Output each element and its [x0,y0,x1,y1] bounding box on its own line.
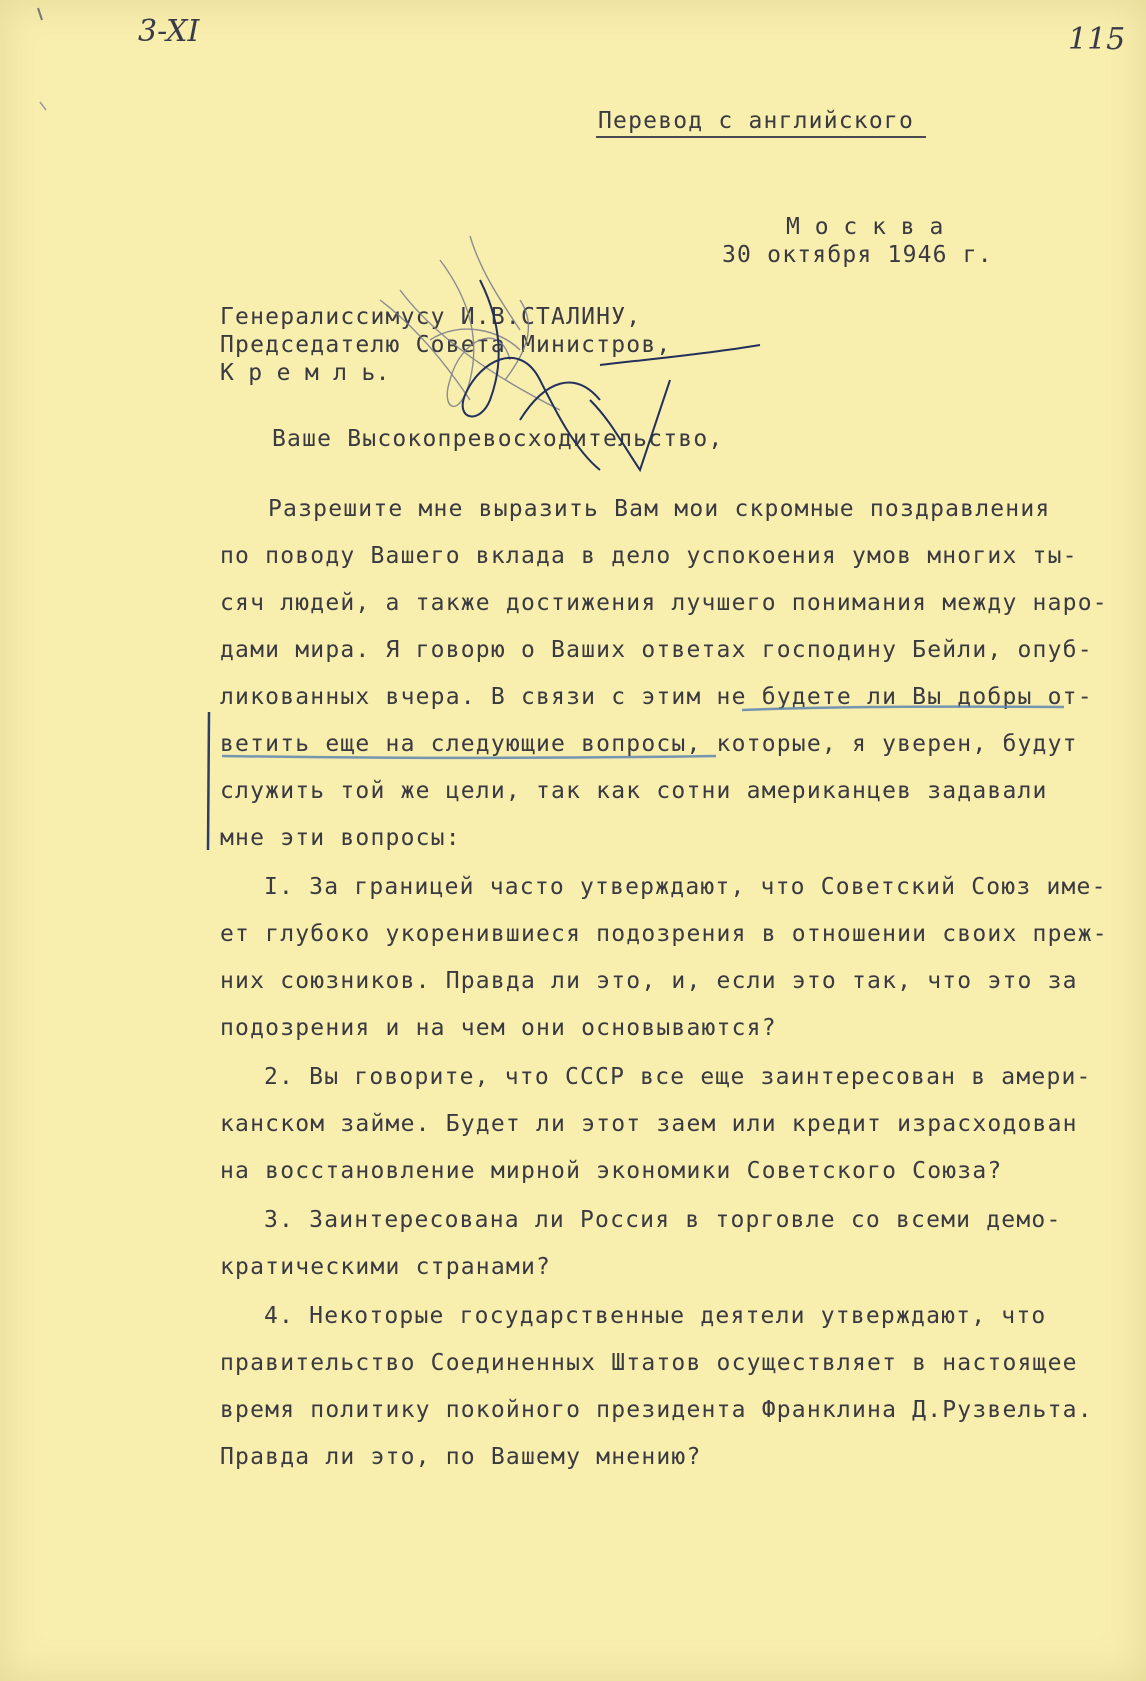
margin-note: 3-XI [138,14,200,49]
salutation: Ваше Высокопревосходительство, [272,426,724,452]
body-line-2: по поводу Вашего вклада в дело успокоения умов многих ты- [220,543,1078,569]
body-line-11: них союзников. Правда ли это, и, если это так, что это за [220,968,1078,994]
margin-bar [208,712,209,850]
body-line-15: на восстановление мирной экономики Советского Союза? [220,1158,1003,1184]
addressee-line-3: К р е м л ь. [220,360,390,386]
corner-tick-icon [38,8,42,20]
document-title: Перевод с английского [598,108,914,134]
body-line-5: ликованных вчера. В связи с этим не будете ли Вы добры от- [220,684,1093,710]
corner-tick-icon [40,102,46,110]
body-line-19: правительство Соединенных Штатов осуществляет в настоящее [220,1350,1078,1376]
body-line-10: ет глубоко укоренившиеся подозрения в отношении своих преж- [220,921,1108,947]
body-line-18: 4. Некоторые государственные деятели утверждают, что [264,1303,1047,1329]
body-line-8: мне эти вопросы: [220,825,461,851]
body-line-9: I. За границей часто утверждают, что Советский Союз име- [264,874,1107,900]
body-line-3: сяч людей, а также достижения лучшего понимания между наро- [220,590,1108,616]
body-line-13: 2. Вы говорите, что СССР все еще заинтересован в амери- [264,1064,1092,1090]
addressee-line-2: Председателю Совета Министров, [220,332,672,358]
title-underline [596,136,926,138]
page-number: 115 [1068,22,1126,57]
date: 30 октября 1946 г. [722,242,993,268]
body-line-16: 3. Заинтересована ли Россия в торговле со всеми демо- [264,1207,1062,1233]
city: М о с к в а [786,214,944,240]
body-line-20: время политику покойного президента Франклина Д.Рузвельта. [220,1397,1093,1423]
addressee-line-1: Генералиссимусу И.В.СТАЛИНУ, [220,304,642,330]
body-line-4: дами мира. Я говорю о Ваших ответах господину Бейли, опуб- [220,637,1093,663]
body-line-12: подозрения и на чем они основываются? [220,1015,777,1041]
body-line-17: кратическими странами? [220,1254,552,1280]
body-line-14: канском займе. Будет ли этот заем или кредит израсходован [220,1111,1078,1137]
body-line-6: ветить еще на следующие вопросы, которые, я уверен, будут [220,731,1078,757]
body-line-7: служить той же цели, так как сотни американцев задавали [220,778,1048,804]
body-line-1: Разрешите мне выразить Вам мои скромные поздравления [268,496,1051,522]
body-line-21: Правда ли это, по Вашему мнению? [220,1444,702,1470]
